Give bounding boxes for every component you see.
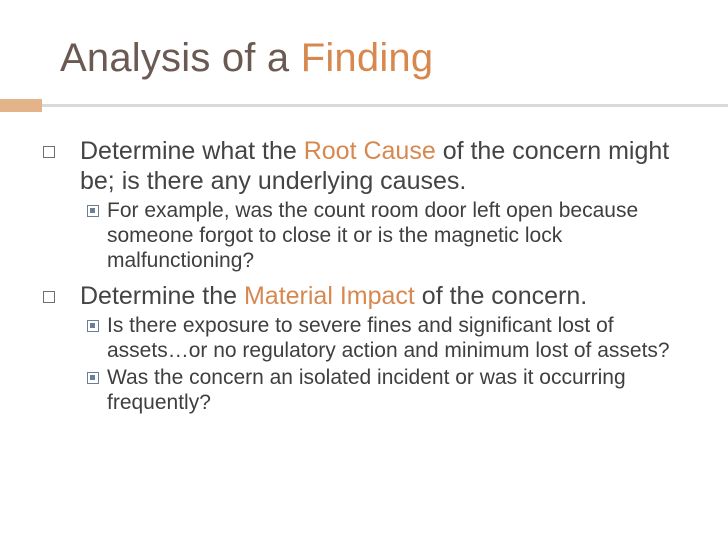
bullet-material-impact bbox=[0, 281, 728, 311]
title-divider-line bbox=[42, 104, 728, 107]
title-divider-accent bbox=[0, 99, 42, 112]
slide-body bbox=[0, 136, 728, 417]
sub-bullet-text: Is there exposure to severe fines and significant lost of assets…or no regulatory action and minimum lost of assets? bbox=[107, 314, 670, 362]
filled-square-bullet-icon bbox=[87, 320, 99, 332]
slide-title bbox=[60, 34, 433, 82]
bullet-highlight: Root Cause bbox=[303, 137, 436, 165]
square-bullet-icon bbox=[43, 291, 55, 303]
sub-bullet-text: Was the concern an isolated incident or was it occurring frequently? bbox=[107, 366, 626, 414]
square-bullet-icon bbox=[43, 146, 55, 158]
bullet-text-pre: Determine what the bbox=[80, 137, 304, 165]
filled-square-bullet-icon bbox=[87, 372, 99, 384]
sub-bullet-exposure bbox=[0, 313, 728, 363]
slide-title-accent: Finding bbox=[300, 36, 434, 80]
sub-bullet-text: For example, was the count room door left open because someone forgot to close it or is the magnetic lock malfunctioning? bbox=[107, 199, 639, 272]
bullet-text-post: of the concern. bbox=[414, 282, 588, 310]
sub-bullet-frequency bbox=[0, 365, 728, 415]
slide-title-text: Analysis of a bbox=[60, 36, 301, 80]
filled-square-bullet-icon bbox=[87, 205, 99, 217]
bullet-root-cause bbox=[0, 136, 728, 196]
bullet-highlight: Material Impact bbox=[243, 282, 415, 310]
sub-bullet-example bbox=[0, 198, 728, 273]
bullet-text-pre: Determine the bbox=[80, 282, 244, 310]
bullet-text-post: of the concern might be; is there any underlying causes. bbox=[80, 137, 670, 195]
